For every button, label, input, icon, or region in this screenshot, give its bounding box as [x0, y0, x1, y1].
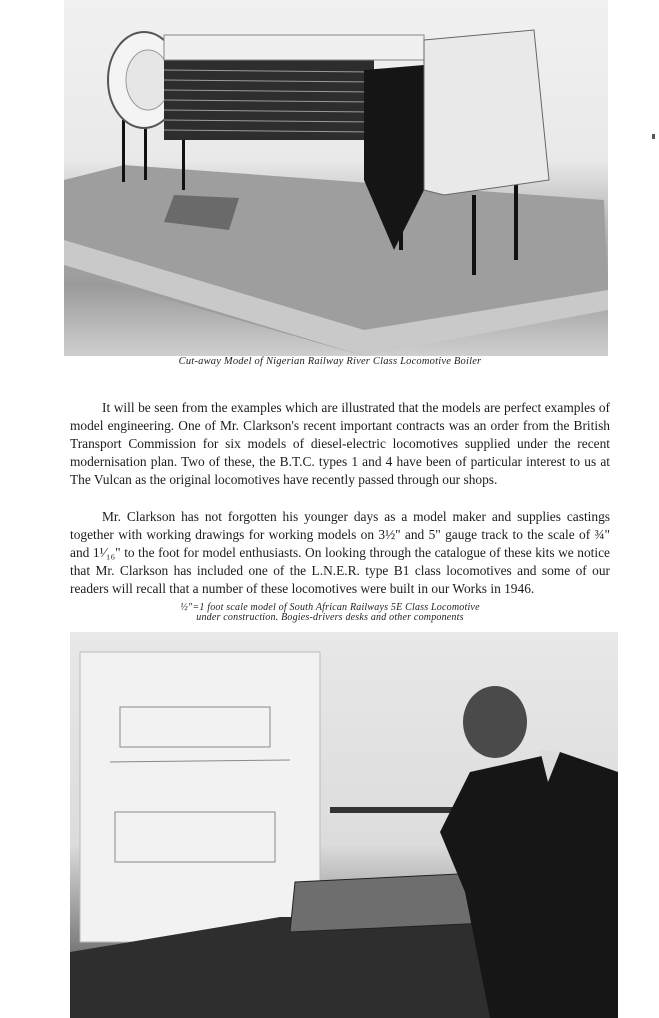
- body-paragraph-1: It will be seen from the examples which are illustrated that the models are perfect examples of model engineering. One of Mr. Clarkson's recent important contracts was an order from the British Transport Commission for six models of diesel-electric locomotives supplied under the recent modernisation plan. Two of these, the B.T.C. types 1 and 4 have been of particular interest to us at The Vulcan as the original locomotives have recently passed through our shops.: [70, 400, 610, 487]
- caption-bottom-line-1: ½"=1 foot scale model of South African Railways 5E Class Locomotive: [180, 602, 480, 613]
- boiler-model-illustration: [64, 0, 608, 356]
- figure-caption-top: Cut-away Model of Nigerian Railway River Class Locomotive Boiler: [178, 356, 482, 367]
- boiler-model-photo: [64, 0, 608, 356]
- body-paragraph-2: Mr. Clarkson has not forgotten his younger days as a model maker and supplies castings together with working drawings for working models on 3½" and 5" gauge track to the scale of ¾" and 1¹⁄₁₆" to the foot for model enthusiasts. On looking through the catalogue of these kits we notice that Mr. Clarkson has included one of the L.N.E.R. type B1 class locomotives and some of our readers will recall that a number of these locomotives were built in our Works in 1946.: [70, 509, 610, 596]
- workshop-illustration: [70, 632, 618, 1018]
- figure-caption-bottom: [120, 603, 540, 623]
- caption-bottom-line-2: under construction. Bogies-drivers desks and other components: [196, 612, 464, 623]
- workshop-photo: [70, 632, 618, 1018]
- margin-speck: [652, 134, 655, 139]
